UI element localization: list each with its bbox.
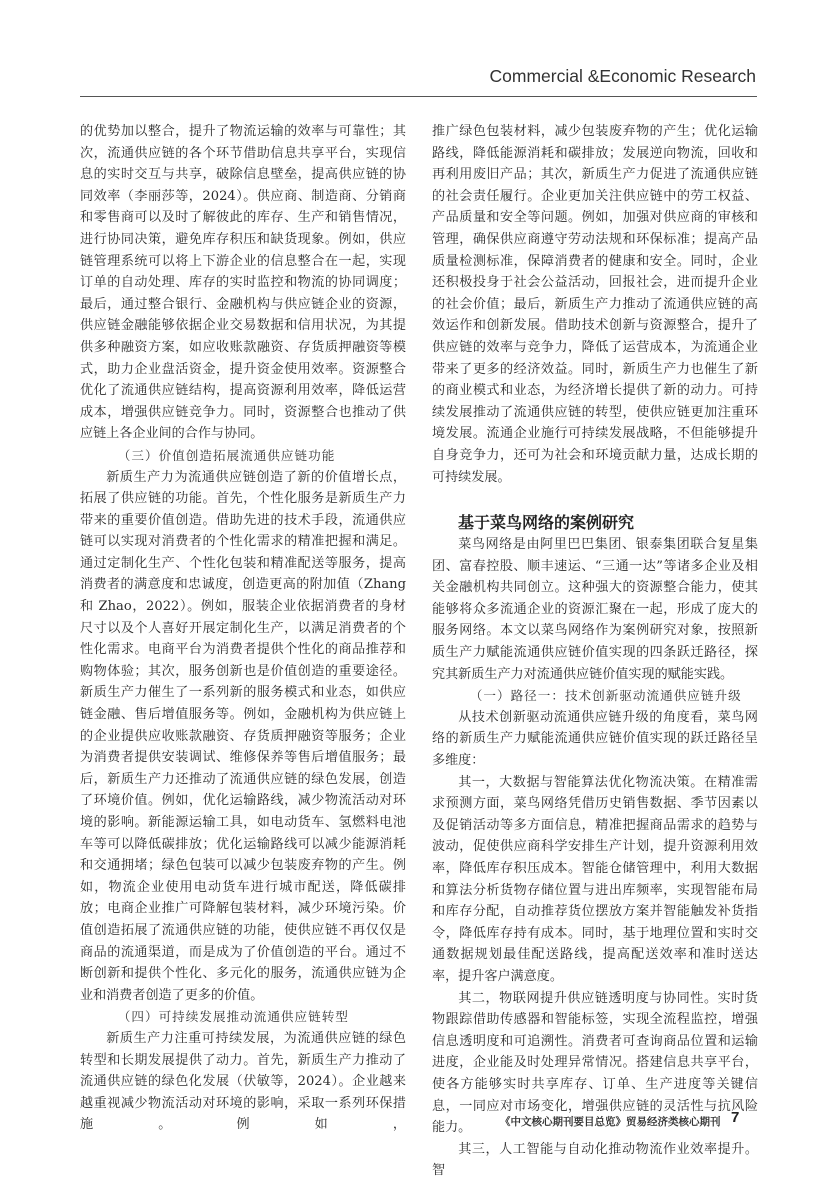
paragraph: 菜鸟网络是由阿里巴巴集团、银泰集团联合复星集团、富春控股、顺丰速运、“三通一达”等诸多企业及相关金融机构共同创立。这种强大的资源整合能力，使其能够将众多流通企业的资源汇聚在一起，形成了庞大的服务网络。本文以菜鸟网络作为案例研究对象，按照新质生产力赋能流通供应链价值实现的四条跃迁路径，探究其新质生产力对流通供应链价值实现的赋能实践。 [432, 537, 758, 682]
page-number: 7 [731, 1109, 740, 1126]
paragraph: 从技术创新驱动流通供应链升级的角度看，菜鸟网络的新质生产力赋能流通供应链价值实现的跃迁路径呈多维度： [432, 709, 758, 769]
subsection-heading: （一）路径一：技术创新驱动流通供应链升级 [469, 688, 742, 704]
paragraph: 新质生产力为流通供应链创造了新的价值增长点，拓展了供应链的功能。首先，个性化服务是新质生产力带来的重要价值创造。借助先进的技术手段，流通供应链可以实现对消费者的个性化需求的精准把握和满足。通过定制化生产、个性化包装和精准配送等服务，提高消费者的满意度和忠诚度，创造更高的附加值（Zhang 和 Zhao，2022）。例如，服装企业依据消费者的身材尺寸以及个人喜好开展定制化生产，以满足消费者的个性化需求。电商平台为消费者提供个性化的商品推荐和购物体验；其次，服务创新也是价值创造的重要途径。新质生产力催生了一系列新的服务模式和业态，如供应链金融、售后增值服务等。例如，金融机构为供应链上的企业提供应收账款融资、存货质押融资等服务；企业为消费者提供安装调试、维修保养等售后增值服务；最后，新质生产力还推动了流通供应链的绿色发展，创造了环境价值。例如，优化运输路线，减少物流活动对环境的影响。新能源运输工具，如电动货车、氢燃料电池车等可以降低碳排放；优化运输路线可以减少能源消耗和交通拥堵；绿色包装可以减少包装废弃物的产生。例如，物流企业使用电动货车进行城市配送，降低碳排放；电商企业推广可降解包装材料，减少环境污染。价值创造拓展了流通供应链的功能，使供应链不再仅仅是商品的流通渠道，而是成为了价值创造的平台。通过不断创新和提供个性化、多元化的服务，流通供应链为企业和消费者创造了更多的价值。 [80, 469, 406, 1003]
right-column [432, 121, 758, 1182]
footer-journal-note: 《中文核心期刊要目总览》贸易经济类核心期刊 [500, 1116, 721, 1128]
paragraph: 新质生产力注重可持续发展，为流通供应链的绿色转型和长期发展提供了动力。首先，新质生产力推动了流通供应链的绿色化发展（伏敏等，2024）。企业越来越重视减少物流活动对环境的影响，采取一系列环保措施。例如， [80, 1030, 406, 1133]
paragraph: 其二，物联网提升供应链透明度与协同性。实时货物跟踪借助传感器和智能标签，实现全流程监控，增强信息透明度和可追溯性。消费者可查询商品位置和运输进度，企业能及时处理异常情况。搭建信息共享平台，使各方能够实时共享库存、订单、生产进度等关键信息，一同应对市场变化，增强供应链的灵活性与抗风险能力。 [432, 990, 758, 1136]
paragraph: 其三，人工智能与自动化推动物流作业效率提升。智 [432, 1141, 758, 1179]
paragraph: 其一，大数据与智能算法优化物流决策。在精准需求预测方面，菜鸟网络凭借历史销售数据、季节因素以及促销活动等多方面信息，精准把握商品需求的趋势与波动，促使供应商科学安排生产计划，提升资源利用效率，降低库存积压成本。智能仓储管理中，利用大数据和算法分析货物存储位置与进出库频率，实现智能布局和库存分配，自动推荐货位摆放方案并智能触发补货指令，降低库存持有成本。同时，基于地理位置和实时交通数据规划最佳配送路线，提高配送效率和准时送达率，提升客户满意度。 [432, 774, 758, 984]
subsection-heading: （四）可持续发展推动流通供应链转型 [117, 1009, 349, 1025]
paragraph: 的优势加以整合，提升了物流运输的效率与可靠性；其次，流通供应链的各个环节借助信息共享平台，实现信息的实时交互与共享，破除信息壁垒，提高供应链的协同效率（李丽莎等，2024）。供应商、制造商、分销商和零售商可以及时了解彼此的库存、生产和销售情况，进行协同决策，避免库存积压和缺货现象。例如，供应链管理系统可以将上下游企业的信息整合在一起，实现订单的自动处理、库存的实时监控和物流的协同调度；最后，通过整合银行、金融机构与供应链企业的资源，供应链金融能够依据企业交易数据和信用状况，为其提供多种融资方案，如应收账款融资、存货质押融资等模式，助力企业盘活资金，提升资金使用效率。资源整合优化了流通供应链结构，提高资源利用效率，降低运营成本，增强供应链竞争力。同时，资源整合也推动了供应链上各企业间的合作与协同。 [80, 124, 406, 442]
left-column [80, 121, 406, 1136]
journal-title: Commercial &Economic Research [489, 66, 756, 86]
section-heading: 基于菜鸟网络的案例研究 [458, 513, 635, 533]
subsection-heading: （三）价值创造拓展流通供应链功能 [117, 447, 336, 463]
header-rule [80, 96, 757, 97]
paragraph: 推广绿色包装材料，减少包装废弃物的产生；优化运输路线，降低能源消耗和碳排放；发展逆向物流，回收和再利用废旧产品；其次，新质生产力促进了流通供应链的社会责任履行。企业更加关注供应链中的劳工权益、产品质量和安全等问题。例如，加强对供应商的审核和管理，确保供应商遵守劳动法规和环保标准；提高产品质量检测标准，保障消费者的健康和安全。同时，企业还积极投身于社会公益活动，回报社会，进而提升企业的社会价值；最后，新质生产力推动了流通供应链的高效运作和创新发展。借助技术创新与资源整合，提升了供应链的效率与竞争力，降低了运营成本，为流通企业带来了更多的经济效益。同时，新质生产力也催生了新的商业模式和业态，为经济增长提供了新的动力。可持续发展推动了流通供应链的转型，使供应链更加注重环境发展。流通企业施行可持续发展战略，不但能够提升自身竞争力，还可为社会和环境贡献力量，达成长期的可持续发展。 [432, 124, 758, 485]
